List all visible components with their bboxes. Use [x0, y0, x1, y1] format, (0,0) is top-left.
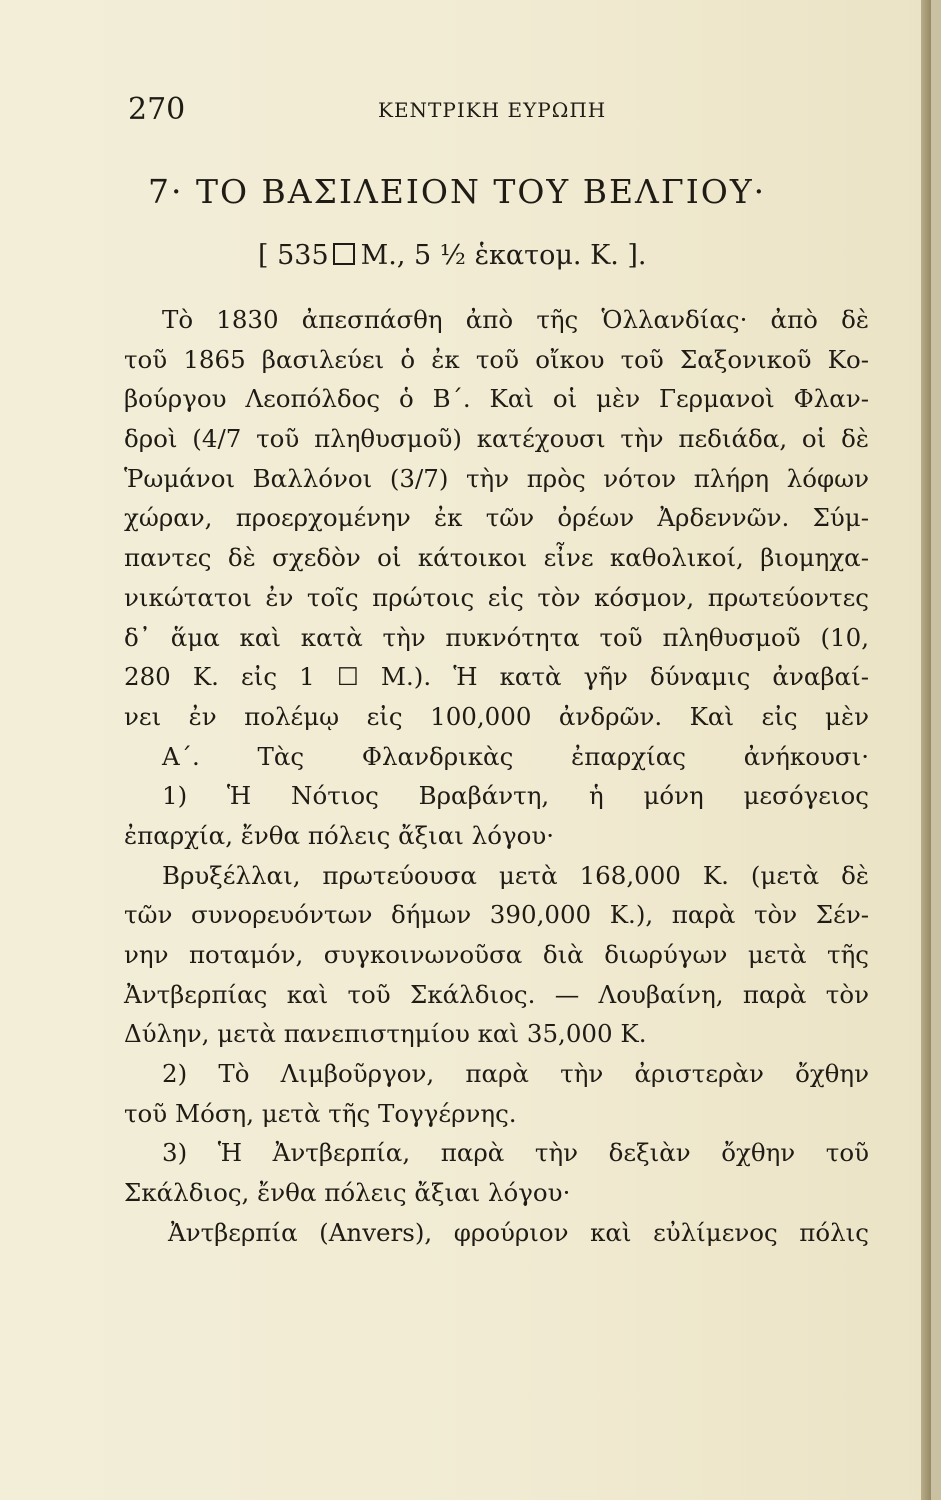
text-line: δροὶ (4/7 τοῦ πληθυσμοῦ) κατέχουσι τὴν πεδιάδα, οἱ δὲ	[124, 424, 869, 454]
text-line: χώραν, προερχομένην ἐκ τῶν ὀρέων Ἀρδεννῶν. Σύμ-	[124, 503, 869, 533]
text-line: Βρυξέλλαι, πρωτεύουσα μετὰ 168,000 Κ. (μετὰ δὲ	[162, 860, 869, 890]
running-title: ΚΕΝΤΡΙΚΗ ΕΥΡΩΠΗ	[378, 98, 607, 122]
text-line: τῶν συνορευόντων δήμων 390,000 Κ.), παρὰ τὸν Σέν-	[124, 900, 869, 930]
text-line: 2) Τὸ Λιμβοῦργον, παρὰ τὴν ἀριστερὰν ὄχθην	[162, 1059, 869, 1089]
text-line: τοῦ Μόση, μετὰ τῆς Τογγέρνης.	[124, 1098, 517, 1128]
text-line: νην ποταμόν, συγκοινωνοῦσα διὰ διωρύγων μετὰ τῆς	[124, 940, 869, 969]
text-line: 1) Ἡ Νότιος Βραβάντη, ἡ μόνη μεσόγειος	[162, 781, 869, 811]
section-subtitle	[258, 240, 647, 271]
text-line: Σκάλδιος, ἔνθα πόλεις ἄξιαι λόγου·	[124, 1178, 571, 1208]
text-line: Ἀντβερπία (Anvers), φρούριον καὶ εὐλίμενος πόλις	[168, 1217, 869, 1247]
text-line: νικώτατοι ἐν τοῖς πρώτοις εἰς τὸν κόσμον, πρωτεύοντες	[124, 582, 869, 612]
text-line: παντες δὲ σχεδὸν οἱ κάτοικοι εἶνε καθολικοί, βιομηχα-	[124, 543, 869, 573]
text-line: τοῦ 1865 βασιλεύει ὁ ἐκ τοῦ οἴκου τοῦ Σαξονικοῦ Κο-	[124, 344, 869, 374]
text-line: 280 Κ. εἰς 1 ☐ Μ.). Ἡ κατὰ γῆν δύναμις ἀναβαί-	[124, 662, 869, 692]
text-line: ἐπαρχία, ἔνθα πόλεις ἄξιαι λόγου·	[124, 820, 555, 850]
text-line: Τὸ 1830 ἀπεσπάσθη ἀπὸ τῆς Ὁλλανδίας· ἀπὸ δὲ	[162, 305, 869, 334]
square-symbol-icon	[333, 243, 355, 265]
subtitle-area-close: Μ., 5 ½ ἑκατομ. Κ. ].	[360, 240, 647, 271]
running-head	[128, 92, 848, 132]
text-line: βούργου Λεοπόλδος ὁ Β΄. Καὶ οἱ μὲν Γερμανοὶ Φλαν-	[124, 384, 869, 414]
text-line: δ᾽ ἅμα καὶ κατὰ τὴν πυκνότητα τοῦ πληθυσμοῦ (10,	[124, 622, 869, 652]
section-title: 7· ΤΟ ΒΑΣΙΛΕΙΟΝ ΤΟΥ ΒΕΛΓΙΟΥ·	[148, 172, 767, 211]
text-line: Ῥωμάνοι Βαλλόνοι (3/7) τὴν πρὸς νότον πλήρη λόφων	[124, 463, 869, 493]
page-number: 270	[128, 92, 186, 127]
text-line: Δύλην, μετὰ πανεπιστημίου καὶ 35,000 Κ.	[124, 1019, 647, 1049]
body-text	[124, 300, 869, 1253]
text-line: Α΄. Τὰς Φλανδρικὰς ἐπαρχίας ἀνήκουσι·	[162, 741, 869, 771]
text-line: Ἀντβερπίας καὶ τοῦ Σκάλδιος. — Λουβαίνη, παρὰ τὸν	[124, 979, 869, 1009]
text-line: 3) Ἡ Ἀντβερπία, παρὰ τὴν δεξιὰν ὄχθην τοῦ	[162, 1138, 869, 1168]
page-edge	[921, 0, 931, 1500]
text-line: νει ἐν πολέμῳ εἰς 100,000 ἀνδρῶν. Καὶ εἰς μὲν	[124, 701, 869, 731]
subtitle-area-open: [ 535	[258, 240, 329, 271]
